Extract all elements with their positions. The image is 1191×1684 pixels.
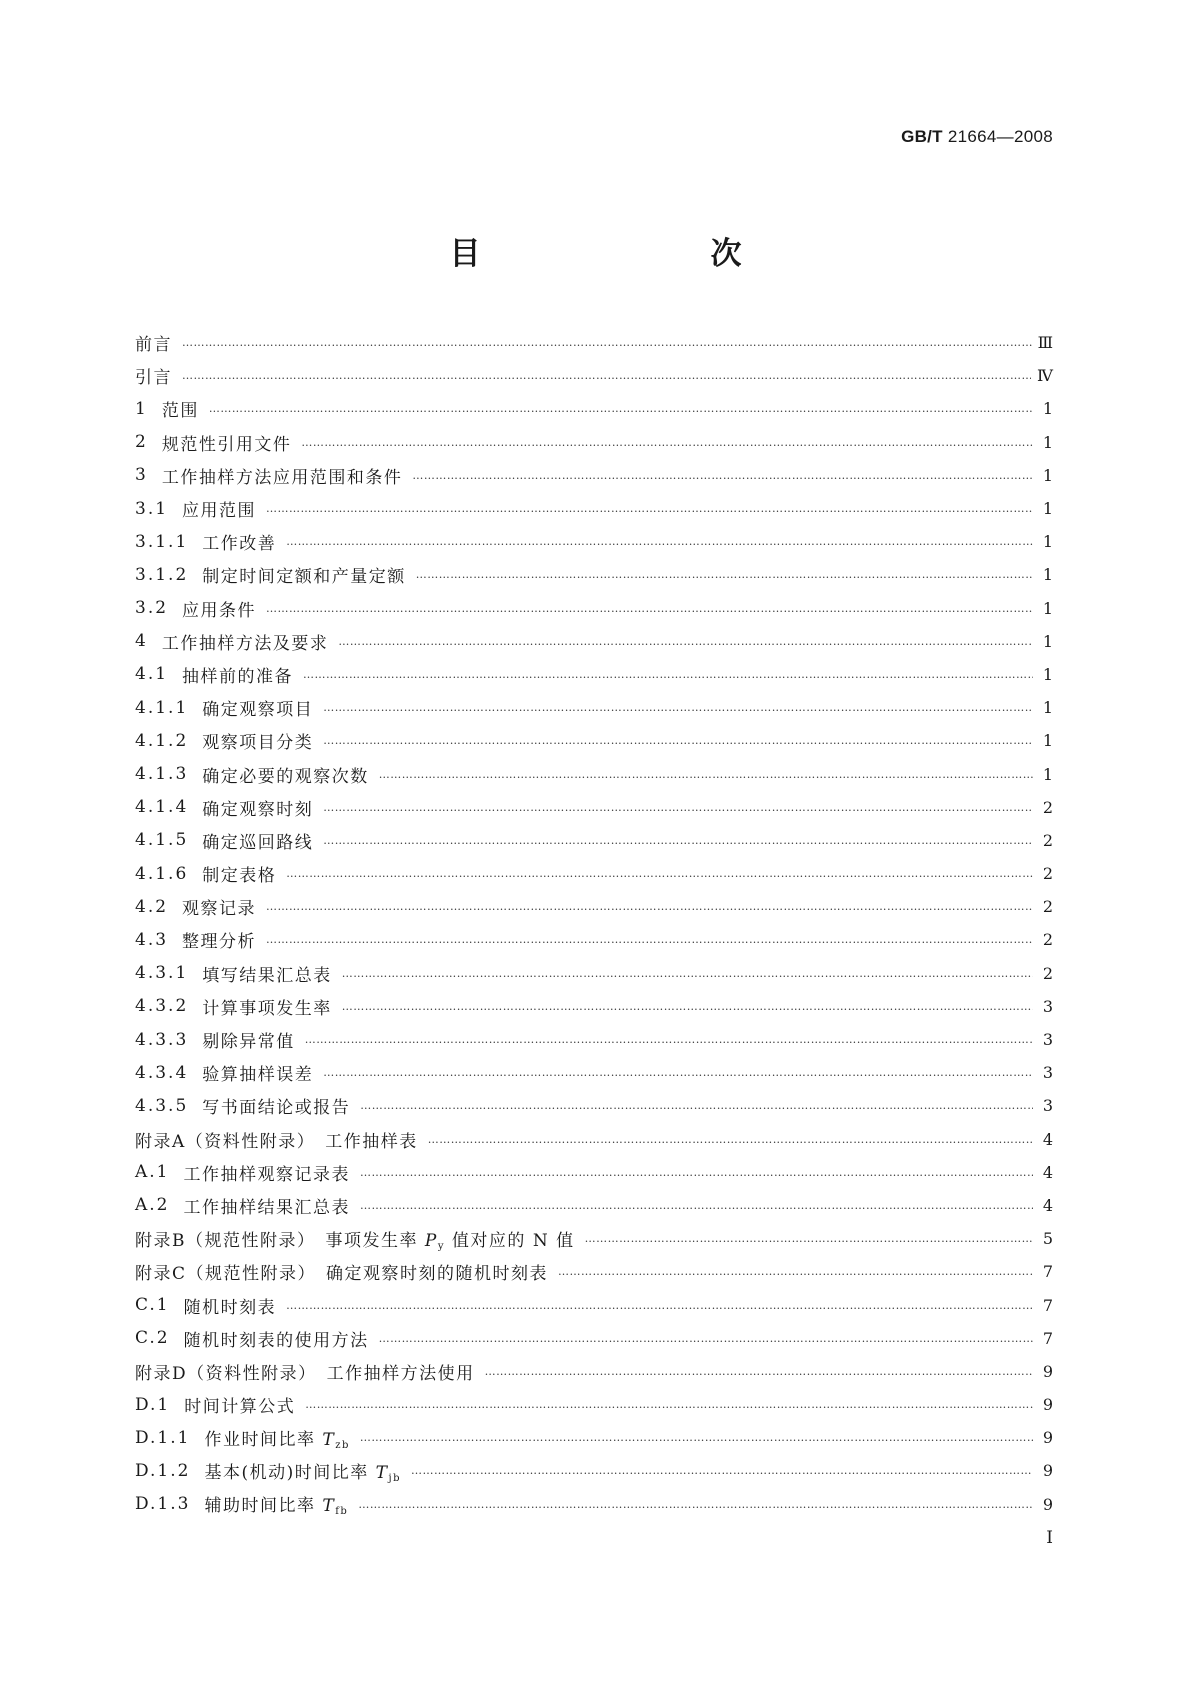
toc-entry-page: Ⅲ xyxy=(1037,333,1053,353)
toc-entry-page: 1 xyxy=(1042,532,1053,552)
toc-entry-page: 2 xyxy=(1042,963,1053,983)
dot-leader xyxy=(305,1398,1033,1411)
toc-entry-number: 4.1.6 xyxy=(135,863,189,884)
toc-entry-title: 基本(机动)时间比率 $T_{jb}$ xyxy=(204,1462,401,1484)
page-title: 目 次 xyxy=(449,236,798,272)
toc-entry[interactable] xyxy=(135,392,1053,425)
toc-entry-page: 1 xyxy=(1042,399,1053,419)
toc-entry-number: 3.2 xyxy=(135,598,169,619)
dot-leader xyxy=(303,668,1033,681)
toc-entry[interactable] xyxy=(135,1421,1053,1454)
toc-entry-title: 工作抽样方法及要求 xyxy=(161,633,329,654)
dot-leader xyxy=(379,768,1033,781)
toc-entry-title: 附录B（规范性附录） 事项发生率 $P_y$ 值对应的 N 值 xyxy=(135,1230,575,1252)
toc-entry-page: 3 xyxy=(1042,996,1053,1016)
toc-entry[interactable] xyxy=(135,724,1053,757)
dot-leader xyxy=(360,1199,1033,1212)
toc-entry-title: 观察记录 xyxy=(182,899,257,920)
dot-leader xyxy=(428,1133,1033,1146)
dot-leader xyxy=(416,568,1033,581)
toc-entry[interactable] xyxy=(135,1123,1053,1156)
toc-entry-number: 2 xyxy=(135,432,148,453)
toc-entry[interactable] xyxy=(135,326,1053,359)
dot-leader xyxy=(323,1066,1033,1079)
dot-leader xyxy=(286,867,1033,880)
toc-entry[interactable] xyxy=(135,1089,1053,1122)
toc-entry-number: D.1.1 xyxy=(135,1427,191,1448)
toc-entry-page: 4 xyxy=(1042,1195,1053,1215)
toc-entry-page: 1 xyxy=(1042,432,1053,452)
toc-entry[interactable] xyxy=(135,1355,1053,1388)
dot-leader xyxy=(338,635,1033,648)
toc-entry[interactable] xyxy=(135,757,1053,790)
toc-entry-title: 剔除异常值 xyxy=(202,1032,295,1053)
toc-entry-symbol: P xyxy=(424,1230,438,1251)
dot-leader xyxy=(360,1431,1033,1444)
toc-entry-number: 4.1.4 xyxy=(135,797,189,818)
toc-entry-title: 辅助时间比率 $T_{fb}$ xyxy=(204,1496,349,1518)
toc-entry[interactable] xyxy=(135,492,1053,525)
toc-entry[interactable] xyxy=(135,1222,1053,1255)
toc-entry[interactable] xyxy=(135,990,1053,1023)
dot-leader xyxy=(286,1299,1033,1312)
toc-entry-title: 应用条件 xyxy=(182,600,257,621)
toc-entry-title: 附录D（资料性附录） 工作抽样方法使用 xyxy=(135,1363,475,1384)
toc-entry-title: 工作抽样观察记录表 xyxy=(183,1164,350,1185)
toc-entry[interactable] xyxy=(135,957,1053,990)
toc-entry-page: 4 xyxy=(1042,1162,1053,1182)
toc-entry-symbol: T xyxy=(322,1496,336,1517)
dot-leader xyxy=(323,801,1033,814)
dot-leader xyxy=(266,900,1033,913)
dot-leader xyxy=(558,1265,1033,1278)
toc-entry-page: 3 xyxy=(1042,1030,1053,1050)
toc-entry-title: 整理分析 xyxy=(182,932,257,953)
dot-leader xyxy=(301,436,1033,449)
toc-entry-page: 1 xyxy=(1042,565,1053,585)
toc-entry[interactable] xyxy=(135,1454,1053,1487)
dot-leader xyxy=(305,1033,1033,1046)
toc-entry[interactable] xyxy=(135,1023,1053,1056)
toc-entry-subscript: y xyxy=(437,1240,446,1252)
toc-entry[interactable] xyxy=(135,625,1053,658)
toc-entry-page: 1 xyxy=(1042,731,1053,751)
toc-entry-number: 3.1.2 xyxy=(135,564,189,585)
toc-entry-page: 2 xyxy=(1042,864,1053,884)
toc-entry-number: 4.3.5 xyxy=(135,1095,189,1116)
toc-entry-title: 前言 xyxy=(135,335,172,356)
toc-entry-number: 4.2 xyxy=(135,896,169,917)
toc-entry-number: D.1.3 xyxy=(135,1494,191,1515)
toc-entry-page: 3 xyxy=(1042,1096,1053,1116)
toc-entry-page: 1 xyxy=(1042,598,1053,618)
toc-entry-number: 4.3.3 xyxy=(135,1029,189,1050)
toc-entry-page: 3 xyxy=(1042,1063,1053,1083)
dot-leader xyxy=(323,834,1033,847)
toc-entry-title: 时间计算公式 xyxy=(184,1397,296,1418)
toc-entry[interactable] xyxy=(135,1056,1053,1089)
toc-entry-title: 随机时刻表的使用方法 xyxy=(183,1330,369,1351)
toc-entry-title: 应用范围 xyxy=(182,501,257,522)
toc-entry[interactable] xyxy=(135,359,1053,392)
toc-entry[interactable] xyxy=(135,824,1053,857)
toc-entry[interactable] xyxy=(135,1388,1053,1421)
toc-entry-page: 2 xyxy=(1042,897,1053,917)
toc-entry-symbol: T xyxy=(375,1462,389,1483)
toc-entry[interactable] xyxy=(135,857,1053,890)
toc-entry-page: 1 xyxy=(1042,764,1053,784)
toc-entry-title: 抽样前的准备 xyxy=(182,666,294,687)
toc-entry-title: 确定必要的观察次数 xyxy=(202,766,369,787)
toc-entry-number: 4.3.1 xyxy=(135,963,189,984)
standard-number xyxy=(901,127,1053,147)
toc-entry-page: Ⅳ xyxy=(1037,366,1053,386)
dot-leader xyxy=(286,535,1033,548)
dot-leader xyxy=(360,1099,1033,1112)
toc-entry-number: A.1 xyxy=(135,1162,170,1183)
toc-entry-page: 1 xyxy=(1042,499,1053,519)
toc-entry[interactable] xyxy=(135,426,1053,459)
toc-entry-number: 4.1.3 xyxy=(135,764,189,785)
toc-entry-title: 规范性引用文件 xyxy=(161,434,292,455)
toc-entry-title: 观察项目分类 xyxy=(202,733,314,754)
toc-entry-number: C.1 xyxy=(135,1295,170,1316)
toc-entry-title: 写书面结论或报告 xyxy=(202,1098,351,1119)
toc-entry[interactable] xyxy=(135,923,1053,956)
toc-entry-page: 9 xyxy=(1042,1461,1053,1481)
toc-entry-suffix: 值对应的 N 值 xyxy=(445,1230,575,1251)
toc-entry-subscript: zb xyxy=(335,1439,350,1451)
toc-entry[interactable] xyxy=(135,1255,1053,1288)
dot-leader xyxy=(182,369,1031,382)
toc-entry-title: 随机时刻表 xyxy=(183,1297,277,1318)
dot-leader xyxy=(379,1332,1033,1345)
toc-entry[interactable] xyxy=(135,1288,1053,1321)
toc-entry-number: 3 xyxy=(135,465,148,486)
toc-entry-number: 4.3.2 xyxy=(135,996,189,1017)
toc-entry-number: 4 xyxy=(135,631,148,652)
toc-entry-page: 1 xyxy=(1042,631,1053,651)
toc-entry-number: 3.1 xyxy=(135,498,169,519)
toc-entry-title: 计算事项发生率 xyxy=(202,998,332,1019)
toc-entry-title: 制定表格 xyxy=(202,866,277,887)
toc-entry-title: 确定观察项目 xyxy=(202,700,314,721)
toc-entry-page: 9 xyxy=(1042,1494,1053,1514)
toc-entry-number: 4.3 xyxy=(135,929,169,950)
dot-leader xyxy=(412,469,1033,482)
toc-entry-title: 附录C（规范性附录） 确定观察时刻的随机时刻表 xyxy=(135,1264,549,1285)
dot-leader xyxy=(358,1498,1033,1511)
toc-entry-title: 引言 xyxy=(135,368,172,389)
toc-entry-title: 作业时间比率 $T_{zb}$ xyxy=(204,1429,350,1451)
toc-entry-page: 7 xyxy=(1042,1328,1053,1348)
toc-entry-number: 3.1.1 xyxy=(135,531,189,552)
toc-entry-title: 填写结果汇总表 xyxy=(202,965,332,986)
toc-entry[interactable] xyxy=(135,1156,1053,1189)
toc-entry-page: 2 xyxy=(1042,797,1053,817)
toc-entry-page: 2 xyxy=(1042,830,1053,850)
toc-entry[interactable] xyxy=(135,791,1053,824)
toc-entry-title: 工作抽样方法应用范围和条件 xyxy=(161,467,403,488)
toc-entry[interactable] xyxy=(135,558,1053,591)
toc-entry[interactable] xyxy=(135,1189,1053,1222)
toc-entry[interactable] xyxy=(135,890,1053,923)
toc-entry-title: 工作抽样结果汇总表 xyxy=(183,1197,350,1218)
dot-leader xyxy=(182,336,1032,349)
toc-entry[interactable] xyxy=(135,459,1053,492)
toc-entry-page: 2 xyxy=(1042,930,1053,950)
dot-leader xyxy=(342,967,1033,980)
toc-entry[interactable] xyxy=(135,1488,1053,1521)
toc-entry-page: 9 xyxy=(1042,1395,1053,1415)
toc-entry-page: 1 xyxy=(1042,698,1053,718)
toc-entry-page: 5 xyxy=(1042,1229,1053,1249)
toc-entry-page: 4 xyxy=(1042,1129,1053,1149)
dot-leader xyxy=(209,402,1033,415)
toc-entry-number: 4.1.2 xyxy=(135,730,189,751)
toc-entry[interactable] xyxy=(135,691,1053,724)
toc-entry-page: 1 xyxy=(1042,664,1053,684)
dot-leader xyxy=(266,602,1033,615)
toc-entry-number: 4.1.5 xyxy=(135,830,189,851)
toc-entry-number: 4.3.4 xyxy=(135,1062,189,1083)
toc-entry-number: A.2 xyxy=(135,1195,170,1216)
toc-entry-subscript: fb xyxy=(335,1506,349,1518)
toc-entry-subscript: jb xyxy=(388,1472,401,1484)
toc-entry[interactable] xyxy=(135,1322,1053,1355)
dot-leader xyxy=(323,701,1033,714)
toc-entry-number: D.1.2 xyxy=(135,1460,191,1481)
toc-entry-title: 工作改善 xyxy=(202,534,277,555)
toc-entry[interactable] xyxy=(135,592,1053,625)
toc-entry-title: 验算抽样误差 xyxy=(202,1065,314,1086)
toc-entry-title: 确定观察时刻 xyxy=(202,799,314,820)
dot-leader xyxy=(411,1464,1033,1477)
toc-entry-page: 7 xyxy=(1042,1295,1053,1315)
standard-code: 21664—2008 xyxy=(947,127,1053,146)
dot-leader xyxy=(360,1166,1033,1179)
toc-entry-number: C.2 xyxy=(135,1328,170,1349)
toc-entry-page: 9 xyxy=(1042,1428,1053,1448)
dot-leader xyxy=(342,1000,1033,1013)
table-of-contents xyxy=(135,326,1053,1521)
toc-entry-title: 范围 xyxy=(161,401,199,422)
dot-leader xyxy=(585,1232,1033,1245)
toc-entry-page: 9 xyxy=(1042,1361,1053,1381)
toc-entry-title: 附录A（资料性附录） 工作抽样表 xyxy=(135,1131,418,1152)
standard-prefix: GB/T xyxy=(901,127,943,146)
dot-leader xyxy=(266,502,1033,515)
dot-leader xyxy=(485,1365,1033,1378)
toc-entry-number: 1 xyxy=(135,398,148,419)
page-number: I xyxy=(1046,1528,1053,1548)
toc-entry-title: 确定巡回路线 xyxy=(202,832,314,853)
toc-entry-number: 4.1 xyxy=(135,664,169,685)
toc-entry-title: 制定时间定额和产量定额 xyxy=(202,567,406,588)
toc-entry-symbol: T xyxy=(322,1429,336,1450)
toc-entry[interactable] xyxy=(135,525,1053,558)
toc-entry[interactable] xyxy=(135,658,1053,691)
toc-entry-page: 1 xyxy=(1042,465,1053,485)
toc-entry-number: 4.1.1 xyxy=(135,697,189,718)
dot-leader xyxy=(266,933,1033,946)
dot-leader xyxy=(323,734,1033,747)
toc-entry-number: D.1 xyxy=(135,1394,171,1415)
toc-entry-page: 7 xyxy=(1042,1262,1053,1282)
